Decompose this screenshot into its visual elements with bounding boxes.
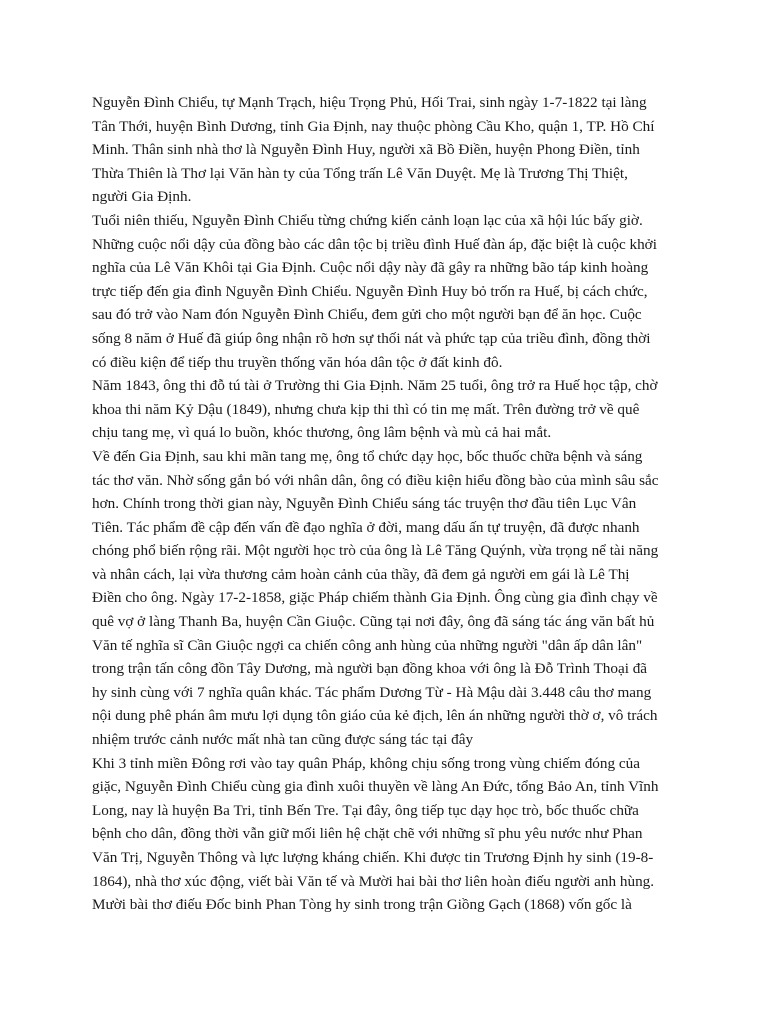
document-body (92, 91, 692, 917)
paragraph-ben-tre: Khi 3 tỉnh miền Đông rơi vào tay quân Pháp, không chịu sống trong vùng chiếm đóng của giặc, Nguyễn Đình Chiểu cùng gia đình xuôi thuyền về làng An Đức, tổng Bảo An, tỉnh Vĩnh Long, nay là huyện Ba Tri, tỉnh Bến Tre. Tại đây, ông tiếp tục dạy học trò, bốc thuốc chữa bệnh cho dân, đồng thời vẫn giữ mối liên hệ chặt chẽ với những sĩ phu yêu nước như Phan Văn Trị, Nguyễn Thông và lực lượng kháng chiến. Khi được tin Trương Định hy sinh (19-8- 1864), nhà thơ xúc động, viết bài Văn tế và Mười hai bài thơ liên hoàn điếu người anh hùng. Mười bài thơ điếu Đốc binh Phan Tòng hy sinh trong trận Giồng Gạch (1868) vốn gốc là (92, 754, 659, 914)
paragraph-birth: Nguyễn Đình Chiểu, tự Mạnh Trạch, hiệu Trọng Phủ, Hối Trai, sinh ngày 1-7-1822 tại làng Tân Thới, huyện Bình Dương, tỉnh Gia Định, nay thuộc phòng Cầu Kho, quận 1, TP. Hồ Chí Minh. Thân sinh nhà thơ là Nguyễn Đình Huy, người xã Bồ Điền, huyện Phong Điền, tỉnh Thừa Thiên là Thơ lại Văn hàn ty của Tổng trấn Lê Văn Duyệt. Mẹ là Trương Thị Thiệt, người Gia Định. (92, 94, 655, 206)
paragraph-gia-dinh: Về đến Gia Định, sau khi mãn tang mẹ, ông tổ chức dạy học, bốc thuốc chữa bệnh và sáng tác thơ văn. Nhờ sống gắn bó với nhân dân, ông có điều kiện hiểu đồng bào của mình sâu sắc hơn. Chính trong thời gian này, Nguyễn Đình Chiểu sáng tác truyện thơ đầu tiên Lục Vân Tiên. Tác phẩm đề cập đến vấn đề đạo nghĩa ở đời, mang dấu ấn tự truyện, đã được nhanh chóng phổ biến rộng rãi. Một người học trò của ông là Lê Tăng Quýnh, vừa trọng nể tài năng và nhân cách, lại vừa thương cảm hoàn cảnh của thầy, đã đem gả người em gái là Lê Thị Điền cho ông. Ngày 17-2-1858, giặc Pháp chiếm thành Gia Định. Ông cùng gia đình chạy về quê vợ ở làng Thanh Ba, huyện Cần Giuộc. Cũng tại nơi đây, ông đã sáng tác áng văn bất hủ Văn tế nghĩa sĩ Cần Giuộc ngợi ca chiến công anh hùng của những người "dân ấp dân lân" trong trận tấn công đồn Tây Dương, mà người bạn đồng khoa với ông là Đỗ Trình Thoại đã hy sinh cùng với 7 nghĩa quân khác. Tác phẩm Dương Từ - Hà Mậu dài 3.448 câu thơ mang nội dung phê phán âm mưu lợi dụng tôn giáo của kẻ địch, lên án những người thờ ơ, vô trách nhiệm trước cảnh nước mất nhà tan cũng được sáng tác tại đây (92, 447, 659, 749)
paragraph-exam: Năm 1843, ông thi đỗ tú tài ở Trường thi Gia Định. Năm 25 tuổi, ông trở ra Huế học tập, chờ khoa thi năm Kỷ Dậu (1849), nhưng chưa kịp thi thì có tin mẹ mất. Trên đường trở về quê chịu tang mẹ, vì quá lo buồn, khóc thương, ông lâm bệnh và mù cả hai mắt. (92, 377, 658, 442)
paragraph-youth: Tuổi niên thiếu, Nguyễn Đình Chiểu từng chứng kiến cảnh loạn lạc của xã hội lúc bấy giờ. Những cuộc nổi dậy của đồng bào các dân tộc bị triều đình Huế đàn áp, đặc biệt là cuộc khởi nghĩa của Lê Văn Khôi tại Gia Định. Cuộc nổi dậy này đã gây ra những bão táp kinh hoàng trực tiếp đến gia đình Nguyễn Đình Chiểu. Nguyễn Đình Huy bỏ trốn ra Huế, bị cách chức, sau đó trở vào Nam đón Nguyễn Đình Chiểu, đem gửi cho một người bạn để ăn học. Cuộc sống 8 năm ở Huế đã giúp ông nhận rõ hơn sự thối nát và phức tạp của triều đình, đồng thời có điều kiện để tiếp thu truyền thống văn hóa dân tộc ở đất kinh đô. (92, 211, 657, 371)
